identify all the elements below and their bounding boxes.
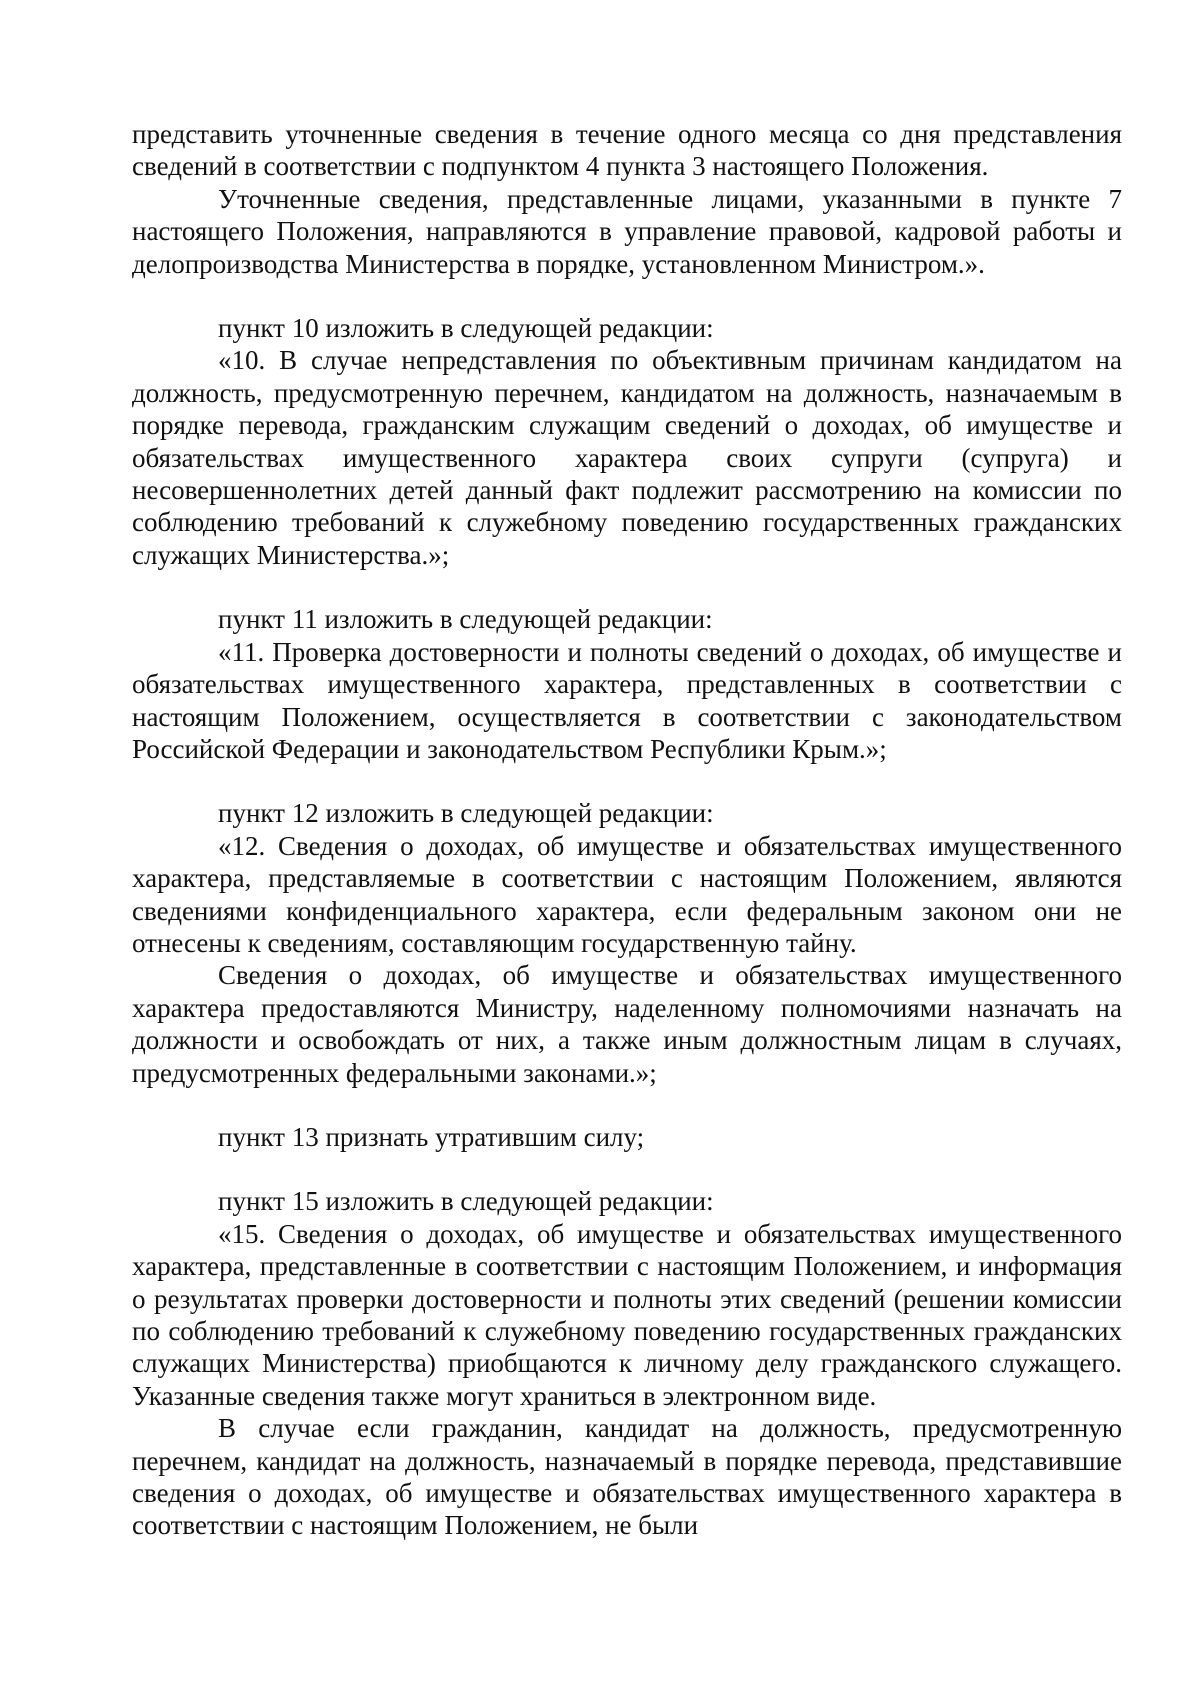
paragraph-item-10-text: «10. В случае непредставления по объективным причинам кандидатом на должность, предусмотренную перечнем, кандидатом на должность, назначаемым в порядке перевода, гражданским служащим сведений о доходах, об имуществе и обязательствах имущественного характера своих супруги (супруга) и несовершеннолетних детей данный факт подлежит рассмотрению на комиссии по соблюдению требований к служебному поведению государственных гражданских служащих Министерства.»; <box>132 345 1122 570</box>
paragraph-item-15-text-2: В случае если гражданин, кандидат на должность, предусмотренную перечнем, кандидат на должность, назначаемый в порядке перевода, представившие сведения о доходах, об имуществе и обязательствах имущественного характера в соответствии с настоящим Положением, не были <box>132 1413 1122 1541</box>
paragraph-item-13: пункт 13 признать утратившим силу; <box>218 1121 645 1152</box>
paragraph-item-15-heading: пункт 15 изложить в следующей редакции: <box>218 1186 714 1217</box>
paragraph-item-11-text: «11. Проверка достоверности и полноты сведений о доходах, об имуществе и обязательствах имущественного характера, представленных в соответствии с настоящим Положением, осуществляется в соответствии с законодательством Российской Федерации и законодательством Республики Крым.»; <box>132 636 1122 764</box>
paragraph-item-10-heading: пункт 10 изложить в следующей редакции: <box>218 313 714 344</box>
document-body <box>132 118 1122 1542</box>
paragraph-item-12-text-2: Сведения о доходах, об имуществе и обязательствах имущественного характера предоставляются Министру, наделенному полномочиями назначать на должности и освобождать от них, а также иным должностным лицам в случаях, предусмотренных федеральными законами.»; <box>132 960 1122 1088</box>
paragraph-item-15-text: «15. Сведения о доходах, об имуществе и обязательствах имущественного характера, представленные в соответствии с настоящим Положением, и информация о результатах проверки достоверности и полноты этих сведений (решении комиссии по соблюдению требований к служебному поведению государственных гражданских служащих Министерства) приобщаются к личному делу гражданского служащего. Указанные сведения также могут храниться в электронном виде. <box>132 1218 1122 1411</box>
paragraph-item-11-heading: пункт 11 изложить в следующей редакции: <box>218 604 713 635</box>
paragraph-clarified-info: Уточненные сведения, представленные лицами, указанными в пункте 7 настоящего Положения, направляются в управление правовой, кадровой работы и делопроизводства Министерства в порядке, установленном Министром.». <box>132 183 1122 279</box>
paragraph-continuation: представить уточненные сведения в течение одного месяца со дня представления сведений в соответствии с подпунктом 4 пункта 3 настоящего Положения. <box>132 119 1122 182</box>
paragraph-item-12-text: «12. Сведения о доходах, об имуществе и обязательствах имущественного характера, представляемые в соответствии с настоящим Положением, являются сведениями конфиденциального характера, если федеральным законом они не отнесены к сведениям, составляющим государственную тайну. <box>132 830 1122 958</box>
paragraph-item-12-heading: пункт 12 изложить в следующей редакции: <box>218 798 714 829</box>
